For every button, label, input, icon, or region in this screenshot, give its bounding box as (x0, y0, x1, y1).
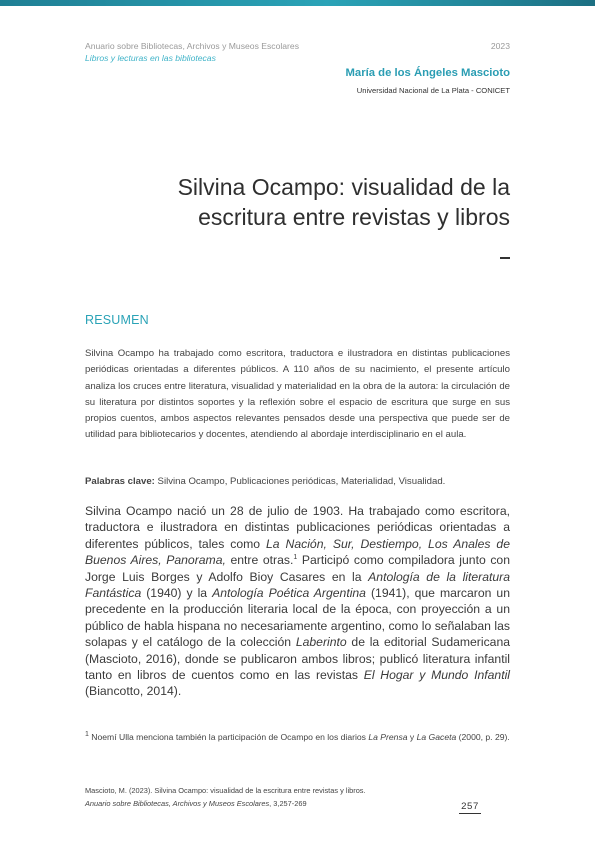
keywords-label: Palabras clave: (85, 476, 155, 487)
body-italic-3: Antología Poética Argentina (212, 586, 366, 601)
body-text-3: Participó como compiladora junto con Jorge Luis Borges y Adolfo Bioy Casares en la (85, 553, 510, 584)
body-italic-2: Antología de la literatura Fantástica (85, 569, 510, 601)
keywords (85, 475, 510, 488)
citation-journal: Anuario sobre Bibliotecas, Archivos y Museos Escolares (85, 799, 270, 808)
header-bar (0, 0, 595, 6)
journal-section: Libros y lecturas en las bibliotecas (85, 53, 216, 63)
body-text-6: de la editorial Sudamericana (Mascioto, 2016), donde se publicaron ambos libros; publicó literatura infantil tanto en libros de cuentos como en las revistas (85, 635, 510, 683)
keywords-list: Silvina Ocampo, Publicaciones periódicas, Materialidad, Visualidad. (157, 476, 446, 487)
body-text-1: Silvina Ocampo nació un 28 de julio de 1903. Ha trabajado como escritora, traductora e ilustradora en distintas publicaciones periódicas orientadas a diferentes públicos, tales como (85, 504, 510, 551)
body-text-5: (1941), que marcaron un precedente en la producción literaria local de la época, con proyección a un público de habla hispana no necesariamente argentino, como lo señalaban las solapas y el catálogo de la colección (85, 586, 510, 650)
body-text-4: (1940) y la (141, 586, 213, 601)
journal-name: Anuario sobre Bibliotecas, Archivos y Museos Escolares (85, 41, 299, 51)
citation-line-1: Mascioto, M. (2023). Silvina Ocampo: visualidad de la escritura entre revistas y libros. (85, 786, 366, 795)
body-text-7: (Biancotto, 2014). (85, 684, 182, 699)
citation-pages: , 3,257-269 (269, 799, 307, 808)
body-text-2: entre otras. (225, 553, 294, 568)
title-dash (500, 257, 510, 259)
footnote-text-3: (2000, p. 29). (456, 732, 510, 742)
page-number: 257 (459, 801, 481, 814)
title-line-1: Silvina Ocampo: visualidad de la (177, 174, 510, 200)
author-name: María de los Ángeles Mascioto (345, 67, 510, 79)
author-affiliation: Universidad Nacional de La Plata - CONICET (356, 86, 510, 95)
footnote-italic-2: La Gaceta (416, 732, 457, 742)
citation-line-2 (85, 798, 307, 809)
footnote-text-2: y (407, 732, 417, 742)
footnote-number: 1 (85, 731, 89, 739)
title-line-2: escritura entre revistas y libros (198, 204, 510, 230)
footnote-text-1: Noemí Ulla menciona también la participación de Ocampo en los diarios (88, 732, 369, 742)
body-italic-4: Laberinto (295, 635, 347, 650)
journal-year: 2023 (490, 41, 510, 51)
footnote-italic-1: La Prensa (368, 732, 408, 742)
footnote (85, 731, 510, 744)
abstract-text: Silvina Ocampo ha trabajado como escritora, traductora e ilustradora en distintas publicaciones periódicas orientadas a diferentes públicos. A 110 años de su nacimiento, el presente artículo analiza los cruces entre literatura, visualidad y materialidad en la obra de la autora: la circulación de su literatura por distintos soportes y la reflexión sobre el espacio de escritura que surge en sus propios cuentos, ambos aspectos relevantes pensados desde una perspectiva que puede ser de utilidad para bibliotecarios y docentes, atendiendo al abordaje interdisciplinario en el aula. (85, 348, 510, 441)
body-italic-5: El Hogar y Mundo Infantil (363, 668, 510, 683)
body-paragraph (85, 503, 510, 700)
abstract-heading: RESUMEN (85, 313, 149, 327)
footnote-ref[interactable]: 1 (293, 554, 298, 562)
body-italic-1: La Nación, Sur, Destiempo, Los Anales de Buenos Aires, Panorama, (85, 536, 510, 568)
article-title (130, 172, 510, 232)
